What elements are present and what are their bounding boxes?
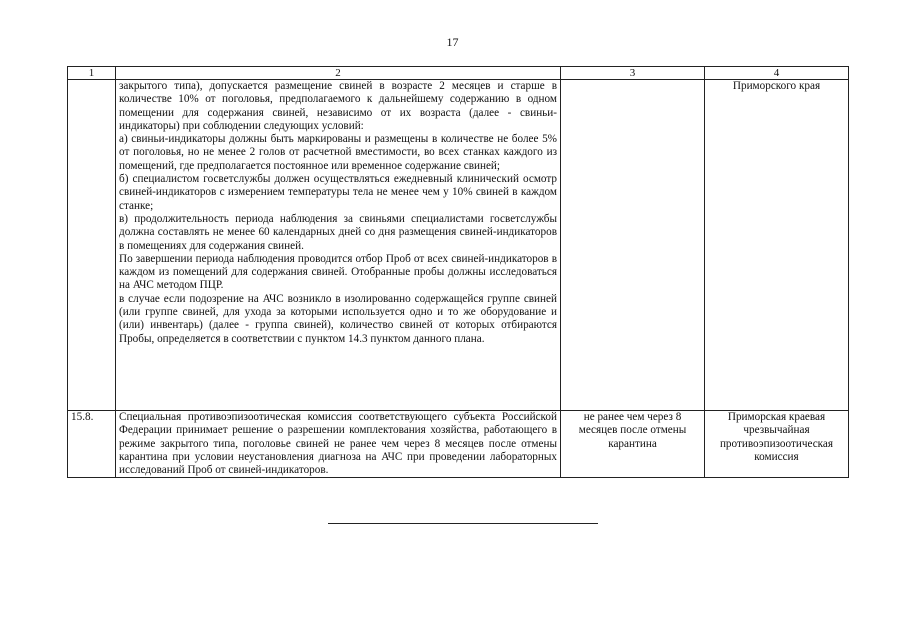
column-header-4: 4 [705, 67, 849, 80]
column-header-1: 1 [68, 67, 116, 80]
measure-paragraph: б) специалистом госветслужбы должен осуществляться ежедневный клинический осмотр свиней-индикаторов с измерением температуры тела не менее чем у 10% свиней в каждом станке; [119, 173, 557, 212]
measure-paragraph: Специальная противоэпизоотическая комиссия соответствующего субъекта Российской Федерации принимает решение о разрешении комплектования хозяйства, работающего в режиме закрытого типа, поголовье свиней не ранее чем через 8 месяцев после отмены карантина при условии неустановления диагноза на АЧС при проведении лабораторных исследований Проб от свиней-индикаторов. [119, 411, 557, 477]
table-row [68, 411, 849, 478]
footer-divider [328, 523, 598, 524]
page-number: 17 [446, 35, 459, 49]
measure-paragraph: в) продолжительность периода наблюдения за свиньями специалистами госветслужбы должна составлять не менее 60 календарных дней со дня размещения свиней-индикаторов в помещениях для содержания свиней. [119, 212, 557, 252]
table-row [68, 80, 849, 411]
measure-paragraph: а) свиньи-индикаторы должны быть маркированы и размещены в количестве не более 5% от поголовья, но не менее 2 голов от расчетной вместимости, во всех станках каждого из помещений, где предполагается постоянное или временное содержание свиней; [119, 133, 557, 172]
row-number-cell: 15.8. [68, 411, 116, 478]
deadline-cell [561, 80, 705, 411]
column-header-2: 2 [116, 67, 561, 80]
measure-text-cell [116, 411, 561, 478]
table-header-row [68, 67, 849, 80]
responsible-cell: Приморская краевая чрезвычайная противоэпизоотическая комиссия [705, 411, 849, 478]
row-number-cell [68, 80, 116, 411]
deadline-cell: не ранее чем через 8 месяцев после отмены карантина [561, 411, 705, 478]
responsible-cell: Приморского края [705, 80, 849, 411]
column-header-3: 3 [561, 67, 705, 80]
measure-text-cell [116, 80, 561, 411]
measures-table [67, 66, 849, 478]
measure-paragraph: По завершении периода наблюдения проводится отбор Проб от всех свиней-индикаторов в каждом из помещений для содержания свиней. Отобранные пробы должны исследоваться на АЧС методом ПЦР. [119, 252, 557, 292]
measure-paragraph: закрытого типа), допускается размещение свиней в возрасте 2 месяцев и старше в количестве 10% от поголовья, предполагаемого к дальнейшему содержанию в одном помещении для содержания свиней, независимо от их возраста (далее - свиньи-индикаторы) при соблюдении следующих условий: [119, 80, 557, 132]
measure-paragraph: в случае если подозрение на АЧС возникло в изолированно содержащейся группе свиней (или группе свиней, для ухода за которыми используется одно и то же оборудование и (или) инвентарь) (далее - группа свиней), количество свиней от которых отбираются Пробы, определяется в соответствии с пунктом 14.3 пунктом данного плана. [119, 292, 557, 345]
